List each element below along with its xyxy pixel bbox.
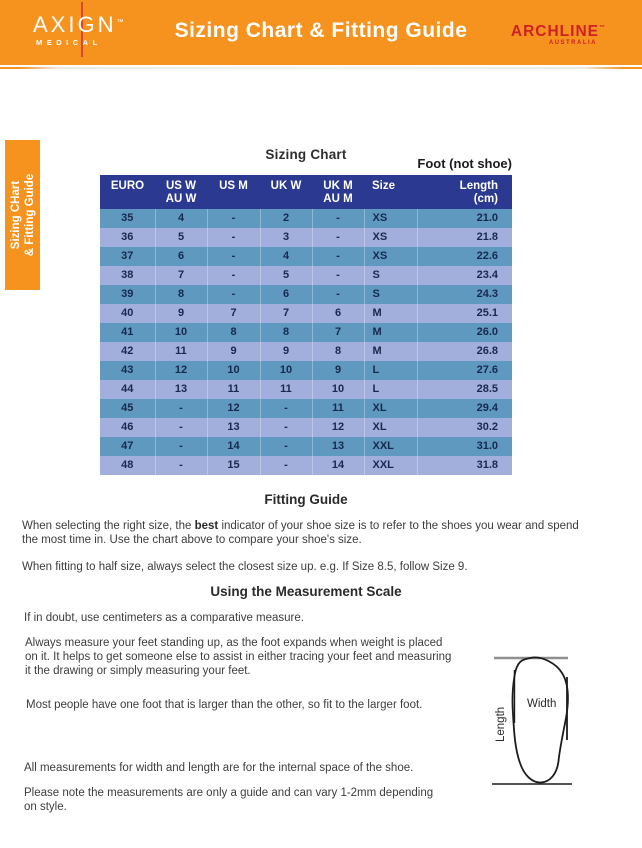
measurement-paragraph-4: All measurements for width and length are for the internal space of the shoe. bbox=[24, 762, 414, 774]
table-cell: - bbox=[207, 266, 260, 285]
table-row bbox=[100, 342, 512, 361]
table-row bbox=[100, 285, 512, 304]
table-cell: 15 bbox=[207, 456, 260, 475]
side-tab-line1: Sizing CHart bbox=[9, 180, 22, 250]
table-cell: L bbox=[364, 380, 417, 399]
table-cell: 7 bbox=[155, 266, 207, 285]
table-cell: XS bbox=[364, 247, 417, 266]
table-row bbox=[100, 380, 512, 399]
table-cell: 27.6 bbox=[417, 361, 512, 380]
fitting-guide-heading: Fitting Guide bbox=[264, 492, 348, 507]
table-header-cell: Length (cm) bbox=[417, 175, 512, 209]
table-row bbox=[100, 266, 512, 285]
table-cell: 36 bbox=[121, 231, 134, 243]
measurement-p5-line2: on style. bbox=[24, 801, 67, 813]
table-cell: 42 bbox=[121, 345, 134, 357]
table-cell: 10 bbox=[155, 323, 207, 342]
table-cell: 23.4 bbox=[417, 266, 512, 285]
length-label: Length bbox=[495, 706, 507, 742]
table-cell: 47 bbox=[121, 440, 134, 452]
table-cell: 37 bbox=[121, 250, 134, 262]
table-cell: 6 bbox=[312, 304, 364, 323]
table-cell: M bbox=[364, 342, 417, 361]
table-header-cell: US M bbox=[207, 175, 260, 209]
width-label: Width bbox=[527, 698, 557, 710]
measurement-p2-line1: Always measure your feet standing up, as the foot expands when weight is placed bbox=[25, 637, 443, 649]
table-cell: - bbox=[207, 228, 260, 247]
table-cell: 44 bbox=[121, 383, 134, 395]
table-cell: 9 bbox=[155, 304, 207, 323]
sizing-chart-title: Sizing Chart bbox=[265, 147, 347, 162]
sizing-table bbox=[100, 175, 512, 475]
table-cell: - bbox=[312, 228, 364, 247]
table-cell: 35 bbox=[121, 212, 134, 224]
table-cell: 28.5 bbox=[417, 380, 512, 399]
header-bar bbox=[0, 0, 642, 65]
table-cell: 30.2 bbox=[417, 418, 512, 437]
table-cell: 48 bbox=[121, 459, 134, 471]
table-cell: 7 bbox=[260, 304, 312, 323]
header-rule bbox=[0, 67, 642, 69]
table-cell: 14 bbox=[207, 437, 260, 456]
table-cell: 8 bbox=[155, 285, 207, 304]
table-cell: 11 bbox=[260, 380, 312, 399]
sizing-table-body bbox=[100, 209, 512, 475]
table-cell: - bbox=[155, 437, 207, 456]
table-cell: M bbox=[364, 304, 417, 323]
measurement-scale-heading: Using the Measurement Scale bbox=[210, 584, 402, 599]
table-cell: 5 bbox=[155, 228, 207, 247]
table-cell: XS bbox=[364, 209, 417, 228]
table-cell: 13 bbox=[155, 380, 207, 399]
table-cell: - bbox=[260, 399, 312, 418]
table-cell: 4 bbox=[155, 209, 207, 228]
table-cell: 12 bbox=[312, 418, 364, 437]
table-cell: 46 bbox=[121, 421, 134, 433]
table-cell: 7 bbox=[207, 304, 260, 323]
archline-logo bbox=[511, 23, 606, 46]
table-cell: S bbox=[364, 266, 417, 285]
table-header-cell: US W AU W bbox=[155, 175, 207, 209]
table-cell: 22.6 bbox=[417, 247, 512, 266]
table-cell: 31.0 bbox=[417, 437, 512, 456]
archline-wordmark bbox=[511, 23, 606, 40]
archline-trademark-symbol: ™ bbox=[599, 25, 606, 31]
table-cell: 11 bbox=[207, 380, 260, 399]
fitting-guide-p1-line2: the most time in. Use the chart above to compare your shoe's size. bbox=[22, 534, 362, 546]
table-cell: 10 bbox=[207, 361, 260, 380]
p1-after: indicator of your shoe size is to refer to the shoes you wear and spend bbox=[218, 520, 579, 532]
measurement-paragraph-1: If in doubt, use centimeters as a comparative measure. bbox=[24, 612, 304, 624]
table-cell: - bbox=[155, 399, 207, 418]
table-cell: 12 bbox=[207, 399, 260, 418]
table-cell: - bbox=[260, 437, 312, 456]
foot-outline bbox=[513, 657, 568, 782]
side-tab bbox=[5, 140, 40, 290]
measurement-p2-line2: on it. It helps to get someone else to assist in either tracing your feet and measuring bbox=[25, 651, 452, 663]
table-row bbox=[100, 304, 512, 323]
table-cell: 11 bbox=[155, 342, 207, 361]
fitting-guide-p1-line1 bbox=[22, 519, 628, 533]
table-cell: XL bbox=[364, 399, 417, 418]
table-cell: XS bbox=[364, 228, 417, 247]
table-cell: 39 bbox=[121, 288, 134, 300]
measurement-p2-line3: it the drawing or simply measuring your feet. bbox=[25, 665, 251, 677]
measurement-p5-line1: Please note the measurements are only a guide and can vary 1-2mm depending bbox=[24, 787, 434, 799]
table-row bbox=[100, 418, 512, 437]
table-cell: - bbox=[260, 456, 312, 475]
table-cell: - bbox=[312, 266, 364, 285]
table-cell: XL bbox=[364, 418, 417, 437]
table-cell: 12 bbox=[155, 361, 207, 380]
table-cell: 4 bbox=[260, 247, 312, 266]
measurement-paragraph-3: Most people have one foot that is larger than the other, so fit to the larger foot. bbox=[26, 699, 423, 711]
axign-trademark-symbol: ™ bbox=[116, 19, 124, 26]
table-cell: - bbox=[312, 285, 364, 304]
table-header-cell: Size bbox=[364, 175, 417, 209]
table-cell: 41 bbox=[121, 326, 134, 338]
table-cell: XXL bbox=[364, 437, 417, 456]
table-cell: 24.3 bbox=[417, 285, 512, 304]
measurement-paragraph-5 bbox=[24, 786, 433, 814]
side-tab-label bbox=[9, 174, 37, 256]
table-cell: 9 bbox=[260, 342, 312, 361]
table-cell: 8 bbox=[312, 342, 364, 361]
table-cell: 5 bbox=[260, 266, 312, 285]
table-row bbox=[100, 399, 512, 418]
table-cell: 8 bbox=[260, 323, 312, 342]
p1-before: When selecting the right size, the bbox=[22, 520, 195, 532]
table-header-cell: UK M AU M bbox=[312, 175, 364, 209]
table-cell: 13 bbox=[312, 437, 364, 456]
table-cell: 10 bbox=[312, 380, 364, 399]
table-cell: L bbox=[364, 361, 417, 380]
table-cell: 7 bbox=[312, 323, 364, 342]
fitting-guide-paragraph-2: When fitting to half size, always select the closest size up. e.g. If Size 8.5, follow Size 9. bbox=[22, 561, 468, 573]
table-row bbox=[100, 437, 512, 456]
archline-name: ARCHLINE bbox=[510, 23, 599, 40]
foot-diagram bbox=[486, 646, 618, 798]
table-cell: - bbox=[155, 456, 207, 475]
table-cell: 9 bbox=[312, 361, 364, 380]
table-cell: 10 bbox=[260, 361, 312, 380]
table-row bbox=[100, 228, 512, 247]
table-header-cell: UK W bbox=[260, 175, 312, 209]
table-cell: 2 bbox=[260, 209, 312, 228]
axign-medical-label: MEDICAL bbox=[36, 38, 102, 47]
table-cell: 6 bbox=[155, 247, 207, 266]
measurement-paragraph-2 bbox=[25, 636, 451, 678]
archline-australia-label: AUSTRALIA bbox=[548, 40, 597, 46]
table-cell: 43 bbox=[121, 364, 134, 376]
table-row bbox=[100, 456, 512, 475]
table-cell: - bbox=[312, 247, 364, 266]
table-cell: 8 bbox=[207, 323, 260, 342]
table-cell: 9 bbox=[207, 342, 260, 361]
table-cell: - bbox=[155, 418, 207, 437]
axign-name: AXIGN bbox=[33, 12, 117, 37]
table-cell: 21.0 bbox=[417, 209, 512, 228]
table-cell: 21.8 bbox=[417, 228, 512, 247]
table-cell: M bbox=[364, 323, 417, 342]
table-cell: 40 bbox=[121, 307, 134, 319]
foot-not-shoe-note: Foot (not shoe) bbox=[417, 156, 512, 171]
table-cell: - bbox=[207, 247, 260, 266]
table-row bbox=[100, 323, 512, 342]
table-cell: 26.8 bbox=[417, 342, 512, 361]
table-header-row bbox=[100, 175, 512, 209]
table-cell: 6 bbox=[260, 285, 312, 304]
table-cell: 25.1 bbox=[417, 304, 512, 323]
table-cell: 31.8 bbox=[417, 456, 512, 475]
table-cell: 11 bbox=[312, 399, 364, 418]
table-cell: 45 bbox=[121, 402, 134, 414]
table-cell: - bbox=[207, 285, 260, 304]
table-header-cell: EURO bbox=[100, 175, 155, 209]
table-cell: - bbox=[260, 418, 312, 437]
table-cell: - bbox=[207, 209, 260, 228]
fitting-guide-paragraph-1 bbox=[22, 519, 628, 547]
table-cell: - bbox=[312, 209, 364, 228]
table-cell: S bbox=[364, 285, 417, 304]
table-row bbox=[100, 209, 512, 228]
table-cell: 29.4 bbox=[417, 399, 512, 418]
page-title: Sizing Chart & Fitting Guide bbox=[174, 19, 468, 42]
table-cell: 38 bbox=[121, 269, 134, 281]
table-cell: 3 bbox=[260, 228, 312, 247]
table-row bbox=[100, 247, 512, 266]
table-cell: 26.0 bbox=[417, 323, 512, 342]
p1-bold: best bbox=[194, 520, 219, 532]
table-cell: 14 bbox=[312, 456, 364, 475]
side-tab-line2: & Fitting Guide bbox=[23, 173, 36, 257]
table-row bbox=[100, 361, 512, 380]
table-cell: XXL bbox=[364, 456, 417, 475]
table-cell: 13 bbox=[207, 418, 260, 437]
